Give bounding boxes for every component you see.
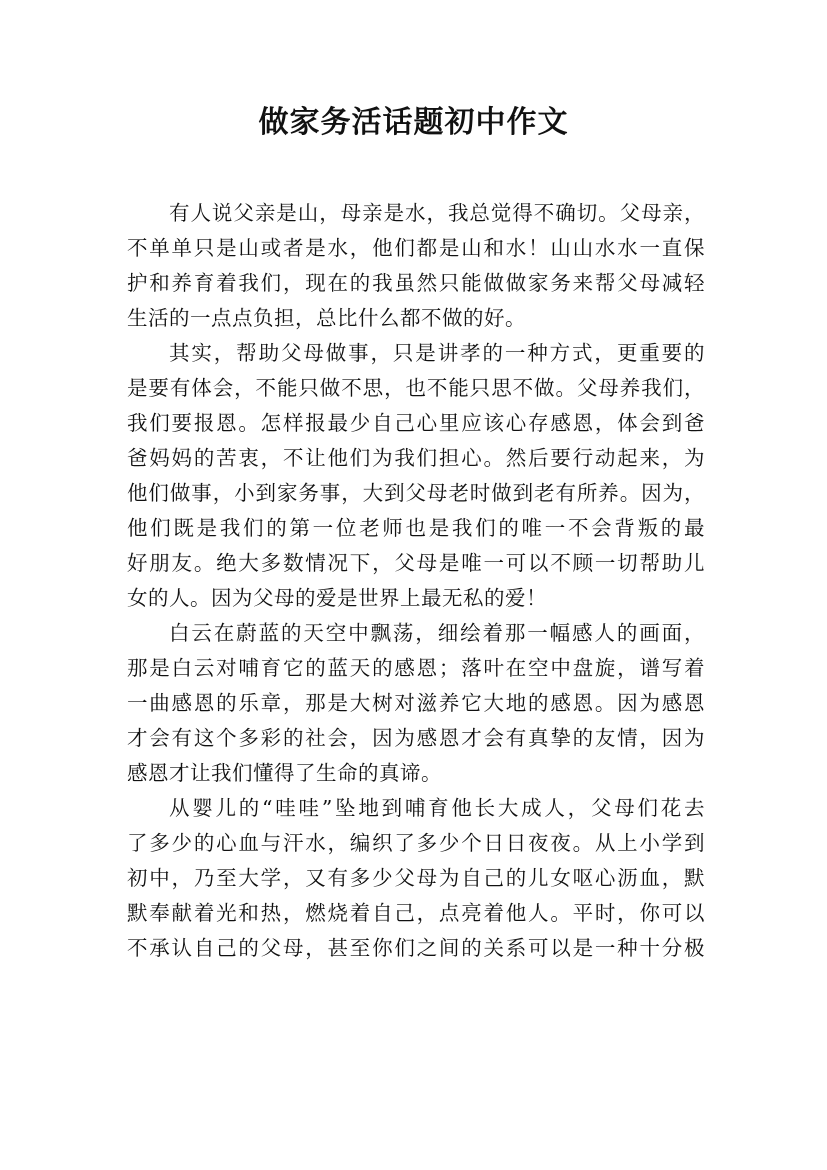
text-line: 一曲感恩的乐章，那是大树对滋养它大地的感恩。因为感恩 <box>127 691 705 715</box>
text-line: 其实，帮助父母做事，只是讲孝的一种方式，更重要的 <box>169 341 705 365</box>
text-line: 生活的一点点负担，总比什么都不做的好。 <box>127 306 526 330</box>
text-line: 从婴儿的“哇哇”坠地到哺育他长大成人，父母们花去 <box>169 796 705 820</box>
text-line: 白云在蔚蓝的天空中飘荡，细绘着那一幅感人的画面， <box>169 621 705 645</box>
text-line: 不承认自己的父母，甚至你们之间的关系可以是一种十分极 <box>127 936 705 960</box>
text-line: 了多少的心血与汗水，编织了多少个日日夜夜。从上小学到 <box>127 831 705 855</box>
paragraph-1 <box>127 196 705 336</box>
paragraph-3 <box>127 616 705 791</box>
text-line: 爸妈妈的苦衷，不让他们为我们担心。然后要行动起来，为 <box>127 446 705 470</box>
text-line: 才会有这个多彩的社会，因为感恩才会有真挚的友情，因为 <box>127 726 705 750</box>
text-line: 他们既是我们的第一位老师也是我们的唯一不会背叛的最 <box>127 516 705 540</box>
paragraph-4 <box>127 791 705 966</box>
text-line: 我们要报恩。怎样报最少自己心里应该心存感恩，体会到爸 <box>127 411 705 435</box>
text-line: 好朋友。绝大多数情况下，父母是唯一可以不顾一切帮助儿 <box>127 551 705 575</box>
text-line: 初中，乃至大学，又有多少父母为自己的儿女呕心沥血，默 <box>127 866 705 890</box>
text-line: 他们做事，小到家务事，大到父母老时做到老有所养。因为， <box>127 481 705 505</box>
text-line: 那是白云对哺育它的蓝天的感恩；落叶在空中盘旋，谱写着 <box>127 656 705 680</box>
text-line: 女的人。因为父母的爱是世界上最无私的爱！ <box>127 586 547 610</box>
paragraph-2 <box>127 336 705 616</box>
text-line: 不单单只是山或者是水，他们都是山和水！山山水水一直保 <box>127 236 705 260</box>
document-title: 做家务活话题初中作文 <box>258 105 569 140</box>
text-line: 是要有体会，不能只做不思，也不能只思不做。父母养我们， <box>127 376 705 400</box>
text-line: 有人说父亲是山，母亲是水，我总觉得不确切。父母亲， <box>169 201 705 225</box>
text-line: 护和养育着我们，现在的我虽然只能做做家务来帮父母减轻 <box>127 271 705 295</box>
text-line: 感恩才让我们懂得了生命的真谛。 <box>127 761 442 785</box>
text-line: 默奉献着光和热，燃烧着自己，点亮着他人。平时，你可以 <box>127 901 705 925</box>
essay-body <box>127 196 705 966</box>
